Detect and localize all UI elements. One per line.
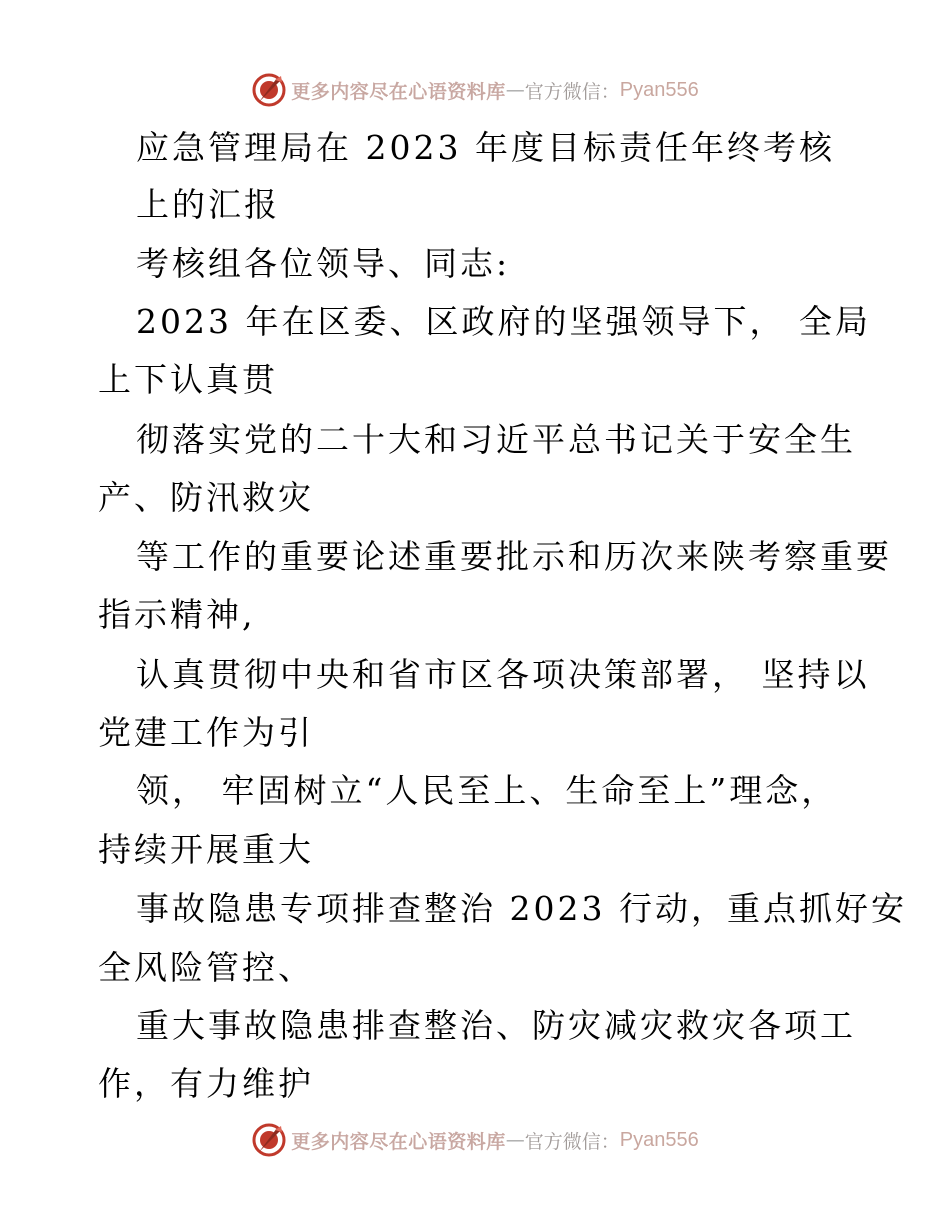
doc-text-line: 事故隐患专项排查整治 2023 行动，重点抓好安 [136,889,907,928]
header-banner [0,68,950,112]
banner-text: 更多内容尽在心语资料库 [291,80,506,103]
quill-logo-icon [251,1122,287,1158]
doc-text-line: 作，有力维护 [98,1064,314,1103]
doc-text-line: 2023 年在区委、区政府的坚强领导下， 全局 [136,302,871,341]
doc-text-line: 指示精神, [98,595,256,634]
doc-text-line: 全风险管控、 [98,948,314,987]
doc-text-line: 认真贯彻中央和省市区各项决策部署， 坚持以 [136,655,870,694]
banner-wechat-label: 官方微信： [524,1130,620,1153]
doc-salutation: 考核组各位领导、同志: [136,244,511,283]
doc-text-line: 重大事故隐患排查整治、防灾减灾救灾各项工 [136,1006,856,1045]
banner-wechat-id: Pyan556 [619,1128,699,1151]
banner-separator: — [505,1129,525,1151]
doc-text-line: 彻落实党的二十大和习近平总书记关于安全生 [136,420,856,459]
doc-text-line: 上下认真贯 [98,360,278,399]
banner-wechat-id: Pyan556 [619,78,699,101]
banner-wechat-label: 官方微信： [524,80,620,103]
doc-text-line: 领， 牢固树立“人民至上、生命至上”理念， [136,771,838,810]
doc-title-line-2: 上的汇报 [136,185,280,224]
banner-separator: — [505,79,525,101]
doc-text-line: 等工作的重要论述重要批示和历次来陕考察重要 [136,537,892,576]
banner-text: 更多内容尽在心语资料库 [291,1130,506,1153]
footer-banner [0,1118,950,1162]
doc-text-line: 持续开展重大 [98,830,314,869]
doc-text-line: 产、防汛救灾 [98,478,314,517]
doc-title-line-1: 应急管理局在 2023 年度目标责任年终考核 [136,128,835,167]
quill-logo-icon [251,72,287,108]
doc-text-line: 党建工作为引 [98,713,314,752]
